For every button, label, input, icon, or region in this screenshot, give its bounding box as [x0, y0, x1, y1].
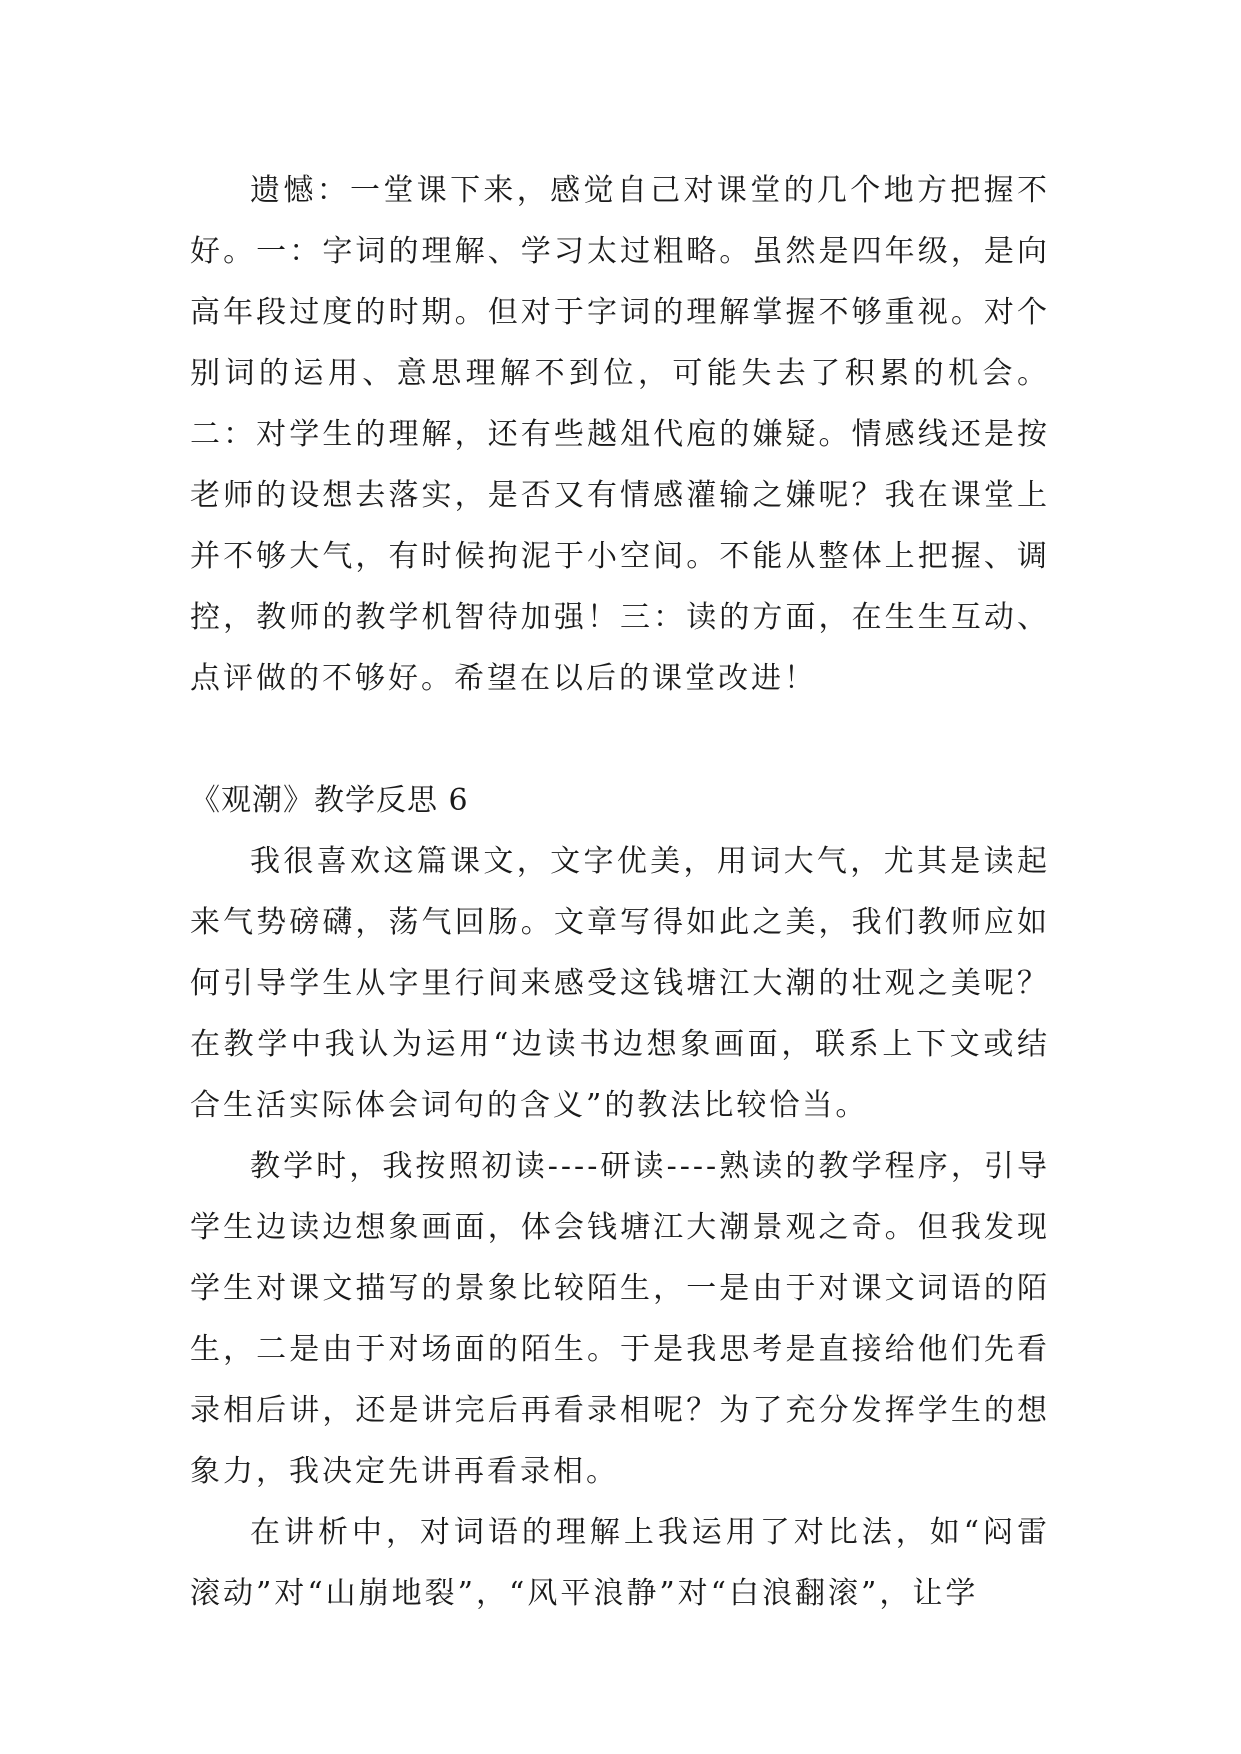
- section-heading: 《观潮》教学反思 6: [190, 783, 469, 818]
- reflection-paragraph-regrets: 遗憾：一堂课下来，感觉自己对课堂的几个地方把握不好。一：字词的理解、学习太过粗略。虽然是四年级，是向高年段过度的时期。但对于字词的理解掌握不够重视。对个别词的运用、意思理解不到位，可能失去了积累的机会。二：对学生的理解，还有些越俎代庖的嫌疑。情感线还是按老师的设想去落实，是否又有情感灌输之嫌呢？我在课堂上并不够大气，有时候拘泥于小空间。不能从整体上把握、调控，教师的教学机智待加强！三：读的方面，在生生互动、点评做的不够好。希望在以后的课堂改进！: [190, 173, 1050, 696]
- paragraph-2: 教学时，我按照初读----研读----熟读的教学程序，引导学生边读边想象画面，体会钱塘江大潮景观之奇。但我发现学生对课文描写的景象比较陌生，一是由于对课文词语的陌生，二是由于对场面的陌生。于是我思考是直接给他们先看录相后讲，还是讲完后再看录相呢？为了充分发挥学生的想象力，我决定先讲再看录相。: [190, 1149, 1050, 1489]
- paragraph-3: 在讲析中，对词语的理解上我运用了对比法，如“闷雷滚动”对“山崩地裂”，“风平浪静”对“白浪翻滚”，让学: [190, 1515, 1050, 1611]
- document-body: [190, 160, 1050, 1624]
- paragraph-1: 我很喜欢这篇课文，文字优美，用词大气，尤其是读起来气势磅礴，荡气回肠。文章写得如此之美，我们教师应如何引导学生从字里行间来感受这钱塘江大潮的壮观之美呢？在教学中我认为运用“边读书边想象画面，联系上下文或结合生活实际体会词句的含义”的教法比较恰当。: [190, 844, 1050, 1123]
